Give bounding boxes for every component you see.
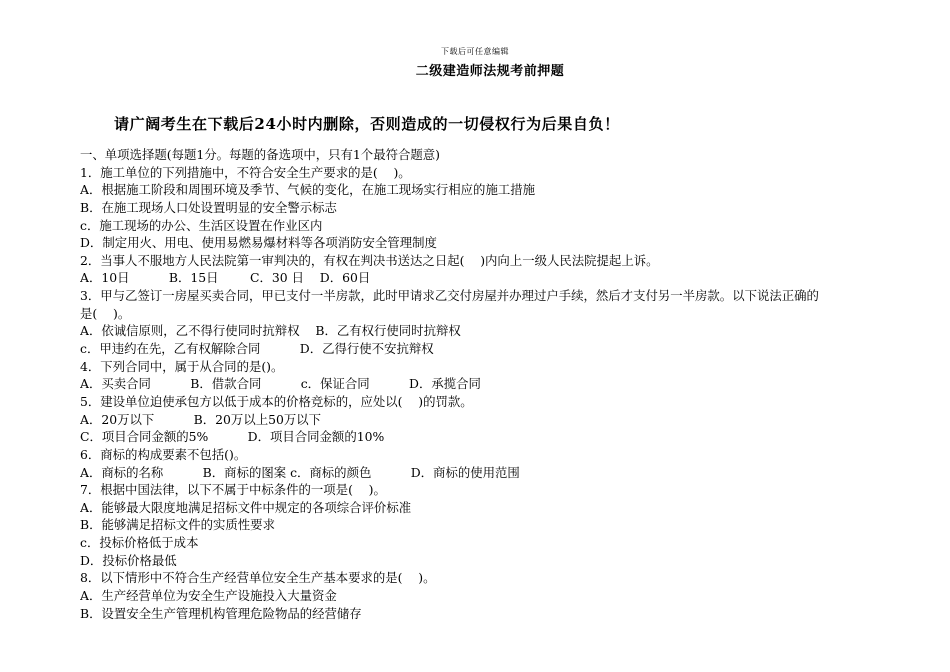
question-7: 7．根据中国法律，以下不属于中标条件的一项是( )。 [80,482,386,498]
question-8: 8．以下情形中不符合生产经营单位安全生产基本要求的是( )。 [80,570,436,586]
options-3ab: A．依诚信原则，乙不得行使同时抗辩权 B．乙有权行使同时抗辩权 [80,323,461,339]
question-3: 3．甲与乙签订一房屋买卖合同，甲已支付一半房款，此时甲请求乙交付房屋并办理过户手续，然后才支付另一半房款。以下说法正确的 [80,288,819,304]
option-1d: D．制定用火、用电、使用易燃易爆材料等各项消防安全管理制度 [80,235,437,251]
options-3cd: c．甲违约在先，乙有权解除合同 D．乙得行使不安抗辩权 [80,341,434,357]
question-1: 1．施工单位的下列措施中，不符合安全生产要求的是( )。 [80,164,411,180]
option-8a: A．生产经营单位为安全生产设施投入大量资金 [80,588,337,604]
options-5cd: C．项目合同金额的5% D．项目合同金额的10% [80,429,385,445]
option-7b: B．能够满足招标文件的实质性要求 [80,517,275,533]
option-1a: A．根据施工阶段和周围环境及季节、气候的变化，在施工现场实行相应的施工措施 [80,182,536,198]
document-title: 二级建造师法规考前押题 [415,64,565,79]
question-3-cont: 是( )。 [80,305,131,321]
question-4: 4．下列合同中，属于从合同的是()。 [80,358,284,374]
question-5: 5．建设单位迫使承包方以低于成本的价格竞标的，应处以( )的罚款。 [80,393,473,409]
warning-notice: 请广阔考生在下载后24小时内删除，否则造成的一切侵权行为后果自负！ [114,115,620,133]
option-1b: B．在施工现场人口处设置明显的安全警示标志 [80,199,337,215]
options-6: A．商标的名称 B．商标的图案 c．商标的颜色 D．商标的使用范围 [80,464,520,480]
option-7a: A．能够最大限度地满足招标文件中规定的各项综合评价标准 [80,499,412,515]
header-note: 下载后可任意编辑 [441,47,509,56]
options-4: A．买卖合同 B．借款合同 c．保证合同 D．承揽合同 [80,376,481,392]
option-7d: D．投标价格最低 [80,552,177,568]
options-2: A．10日 B．15日 C．30 日 D．60日 [80,270,371,286]
option-1c: c．施工现场的办公、生活区设置在作业区内 [80,217,323,233]
section-heading: 一、单项选择题(每题1分。每题的备选项中，只有1个最符合题意) [80,147,440,162]
question-content [80,146,890,622]
question-2: 2．当事人不服地方人民法院第一审判决的，有权在判决书送达之日起( )内向上一级人民法院提起上诉。 [80,252,659,268]
option-7c: c．投标价格低于成本 [80,535,199,551]
question-6: 6．商标的构成要素不包括()。 [80,446,247,462]
option-8b: B．设置安全生产管理机构管理危险物品的经营储存 [80,605,362,621]
options-5ab: A．20万以下 B．20万以上50万以下 [80,411,322,427]
